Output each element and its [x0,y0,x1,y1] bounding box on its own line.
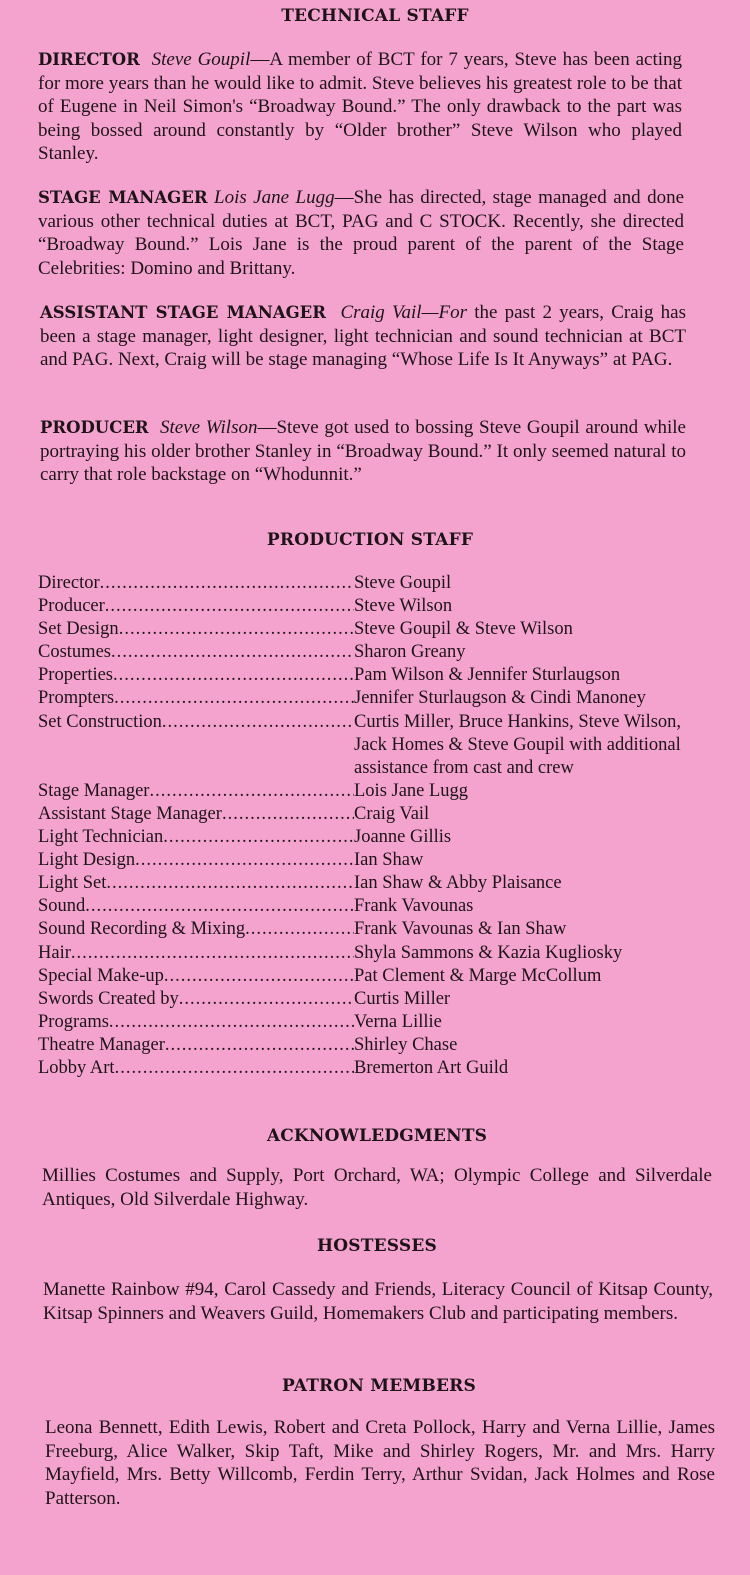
staff-row [38,687,718,710]
staff-role-cell [38,618,354,641]
staff-role: Director [38,573,100,593]
staff-role: Set Construction [38,711,162,732]
staff-role-cell [38,803,354,826]
staff-names: Frank Vavounas & Ian Shaw [354,919,567,940]
staff-names: Jennifer Sturlaugson & Cindi Manoney [354,688,646,709]
staff-role: Theatre Manager [38,1034,165,1055]
staff-row [38,918,718,941]
staff-names: Bremerton Art Guild [354,1057,509,1078]
staff-names: Joanne Gillis [354,827,452,848]
staff-role-cell [38,895,354,918]
staff-names: Shyla Sammons & Kazia Kugliosky [354,942,623,963]
leader-dots [109,1011,354,1034]
staff-role: Properties [38,665,114,686]
staff-role-cell [38,572,354,595]
staff-role-cell [38,664,354,687]
leader-dots [115,1057,354,1080]
staff-role: Set Design [38,619,119,640]
staff-role-cell [38,872,354,895]
staff-row [38,572,718,595]
director-role: DIRECTOR [38,50,140,69]
staff-role-cell [38,849,354,872]
director-bio [38,48,682,166]
staff-role-cell [38,780,354,803]
leader-dots [114,687,354,710]
staff-role-cell [38,641,354,664]
staff-names: Ian Shaw & Abby Plaisance [354,873,562,894]
staff-row [38,965,718,988]
staff-role-cell [38,1057,354,1080]
producer-role: PRODUCER [40,418,149,437]
leader-dots [165,1034,354,1057]
staff-names: Sharon Greany [354,642,466,663]
staff-role-cell [38,918,354,941]
staff-role-cell [38,988,354,1011]
staff-role: Hair [38,942,71,963]
staff-row [38,872,718,895]
staff-names: Steve Wilson [354,596,453,617]
stage-manager-name: Lois Jane Lugg [214,187,335,208]
leader-dots [222,803,354,826]
staff-role: Special Make-up [38,965,164,986]
staff-role: Programs [38,1011,109,1032]
staff-row [38,942,718,965]
staff-row [38,1057,718,1080]
staff-names: Pat Clement & Marge McCollum [354,965,602,986]
acknowledgments-text: Millies Costumes and Supply, Port Orchard, WA; Olympic College and Silverdale Antiques, Old Silverdale Highway. [42,1165,712,1210]
staff-role: Lobby Art [38,1057,115,1078]
staff-role: Sound [38,896,86,917]
staff-row [38,1034,718,1057]
staff-names: Frank Vavounas [354,896,474,917]
leader-dots [71,942,354,965]
staff-row [38,849,718,872]
leader-dots [162,711,354,780]
leader-dots [111,641,354,664]
assistant-stage-manager-role: ASSISTANT STAGE MANAGER [40,303,326,322]
staff-role: Costumes [38,642,111,663]
staff-role: Stage Manager [38,780,150,801]
leader-dots [105,595,354,618]
staff-names: Pam Wilson & Jennifer Sturlaugson [354,665,621,686]
leader-dots [179,988,354,1011]
staff-row [38,803,718,826]
staff-role: Sound Recording & Mixing [38,919,246,940]
leader-dots [113,664,354,687]
staff-names: Verna Lillie [354,1011,442,1032]
staff-role-cell [38,1011,354,1034]
stage-manager-bio [38,186,684,280]
stage-manager-role: STAGE MANAGER [38,188,208,207]
assistant-stage-manager-bio-text: the past 2 years, Craig has been a stage manager, light designer, light technician and sound technician at BCT and PAG. Next, Craig will be stage managing “Whose Life Is It Anyways” at PAG. [40,302,687,371]
staff-row [38,988,718,1011]
staff-role-cell [38,942,354,965]
staff-row [38,780,718,803]
staff-row [38,826,718,849]
staff-role-cell [38,965,354,988]
staff-role: Swords Created by [38,988,179,1009]
staff-row [38,664,718,687]
leader-dots [100,572,354,595]
patron-members-heading: PATRON MEMBERS [282,1376,476,1396]
leader-dots [149,780,354,803]
staff-role: Producer [38,596,105,617]
leader-dots [85,895,354,918]
producer-bio [40,416,686,487]
production-staff-heading: PRODUCTION STAFF [266,530,474,550]
staff-row [38,641,718,664]
staff-role-cell [38,826,354,849]
staff-row [38,711,718,780]
producer-bio-text: —Steve got used to bossing Steve Goupil around while portraying his older brother Stanley in “Broadway Bound.” It only seemed natural to carry that role backstage on “Whodunnit.” [40,417,686,486]
staff-names: Steve Goupil & Steve Wilson [354,619,573,640]
hostesses-text: Manette Rainbow #94, Carol Cassedy and Friends, Literacy Council of Kitsap County, Kitsap Spinners and Weavers Guild, Homemakers Club and participating members. [43,1279,713,1324]
staff-names: Lois Jane Lugg [354,780,469,801]
staff-role-cell [38,595,354,618]
staff-names: Steve Goupil [354,573,452,593]
staff-row [38,595,718,618]
technical-staff-heading: TECHNICAL STAFF [281,6,469,26]
staff-names: Curtis Miller, Bruce Hankins, Steve Wilson, Jack Homes & Steve Goupil with additional assistance from cast and crew [354,711,682,778]
staff-role: Light Set [38,873,107,894]
leader-dots [106,872,354,895]
producer-name: Steve Wilson [159,417,258,438]
director-bio-text: —A member of BCT for 7 years, Steve has been acting for more years than he would like to admit. Steve believes his greatest role to be that of Eugene in Neil Simon's “Broadway Bound.” The only drawback to the part was being bossed around constantly by “Older brother” Steve Wilson who played Stanley. [38,49,683,165]
staff-role: Assistant Stage Manager [38,803,222,824]
leader-dots [163,826,354,849]
leader-dots [119,618,354,641]
stage-manager-bio-text: —She has directed, stage managed and done various other technical duties at BCT, PAG and C STOCK. Recently, she directed “Broadway Bound.” Lois Jane is the proud parent of the parent of the Stage Celebrities: Domino and Brittany. [38,187,685,279]
staff-role-cell [38,1034,354,1057]
patron-members-text: Leona Bennett, Edith Lewis, Robert and Creta Pollock, Harry and Verna Lillie, James Freeburg, Alice Walker, Skip Taft, Mike and Shirley Rogers, Mr. and Mrs. Harry Mayfield, Mrs. Betty Willcomb, Ferdin Terry, Arthur Svidan, Jack Holmes and Rose Patterson. [45,1417,715,1509]
staff-names: Craig Vail [354,803,430,824]
staff-row [38,618,718,641]
staff-names: Shirley Chase [354,1034,458,1055]
staff-role: Light Technician [38,827,164,848]
staff-role-cell [38,711,354,780]
leader-dots [245,918,354,941]
staff-names: Ian Shaw [354,850,424,871]
assistant-stage-manager-bio [40,301,686,372]
staff-row [38,895,718,918]
leader-dots [135,849,354,872]
production-staff-list [38,572,718,1080]
acknowledgments-heading: ACKNOWLEDGMENTS [266,1126,488,1146]
staff-role: Light Design [38,850,136,871]
assistant-stage-manager-name: Craig Vail—For [340,302,467,323]
director-name: Steve Goupil [151,49,251,70]
staff-role-cell [38,687,354,710]
leader-dots [164,965,354,988]
staff-names: Curtis Miller [354,988,451,1009]
staff-row [38,1011,718,1034]
staff-role: Prompters [38,688,115,709]
hostesses-heading: HOSTESSES [317,1236,437,1256]
